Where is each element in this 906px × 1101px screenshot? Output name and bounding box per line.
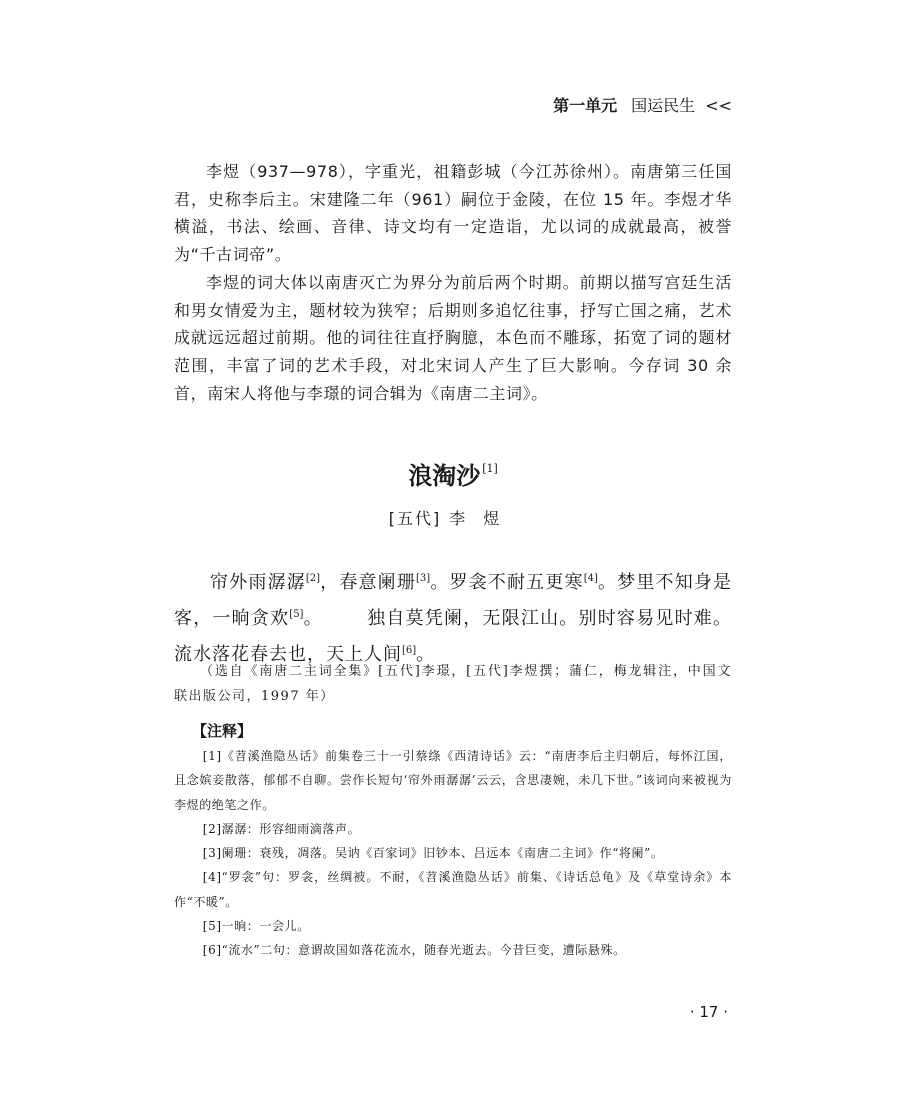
footnote-ref: [2] [305, 573, 321, 584]
poem-title [0, 456, 906, 491]
unit-theme: 国运民生 [631, 96, 696, 115]
poem-title-text: 浪淘沙 [408, 461, 481, 490]
notes-heading: 【注释】 [192, 722, 253, 740]
poem-author [0, 506, 906, 529]
footnote-ref: [6] [402, 645, 417, 656]
poem-body [174, 563, 732, 671]
notes-list [174, 744, 732, 963]
poem-segment: 。梦里不知身是客，一晌贪欢 [174, 572, 733, 629]
note-item: [3]阑珊：衰残，凋落。吴讷《百家词》旧钞本、吕远本《南唐二主词》作“将阑”。 [202, 846, 664, 861]
author-name: 李煜 [449, 509, 518, 528]
footnote-ref: [4] [583, 573, 598, 584]
page-number: · 17 · [689, 1003, 728, 1021]
poem-segment: 。罗衾不耐五更寒 [430, 572, 584, 593]
note-item: [2]潺潺：形容细雨滴落声。 [202, 821, 361, 836]
footnote-ref: [3] [416, 573, 431, 584]
note-item: [1]《苕溪渔隐丛话》前集卷三十一引蔡绦《西清诗话》云：“南唐李后主归朝后，每怀江国，且念嫔妾散落，郁郁不自聊。尝作长短句‘帘外雨潺潺’云云，含思凄婉，未几下世。”该词向来被视为李煜的绝笔之作。 [174, 749, 732, 812]
poem-segment: 。 [303, 608, 323, 629]
unit-label: 第一单元 [553, 96, 618, 115]
header-arrow: << [705, 96, 732, 115]
footnote-ref: [5] [289, 609, 304, 620]
author-introduction [174, 158, 732, 407]
footnote-ref: [1] [482, 462, 498, 475]
source-citation [174, 659, 732, 709]
poem-segment: 帘外雨潺潺 [210, 572, 306, 593]
note-item: [4]“罗衾”句：罗衾，丝绸被。不耐，《苕溪渔隐丛话》前集、《诗话总龟》及《草堂诗余》本作“不暖”。 [174, 870, 732, 909]
intro-paragraph: 李煜（937—978），字重光，祖籍彭城（今江苏徐州）。南唐第三任国君，史称李后主。宋建隆二年（961）嗣位于金陵，在位 15 年。李煜才华横溢，书法、绘画、音律、诗文均有一定造诣，尤以词的成就最高，被誉为“千古词帝”。 [174, 162, 732, 265]
note-item: [6]“流水”二句：意谓故国如落花流水，随春光逝去。今昔巨变，遭际悬殊。 [202, 943, 626, 958]
intro-paragraph: 李煜的词大体以南唐灭亡为界分为前后两个时期。前期以描写宫廷生活和男女情爱为主，题材较为狭窄；后期则多追忆往事，抒写亡国之痛，艺术成就远远超过前期。他的词往往直抒胸臆，本色而不雕琢，拓宽了词的题材范围，丰富了词的艺术手段，对北宋词人产生了巨大影响。今存词 30 余首，南宋人将他与李璟的词合辑为《南唐二主词》。 [174, 272, 732, 403]
running-header [553, 93, 732, 116]
dynasty-label: [五代] [388, 509, 442, 528]
poem-segment: 。 [416, 644, 436, 665]
poem-segment: ，春意阑珊 [320, 572, 417, 593]
note-item: [5]一晌：一会儿。 [202, 919, 310, 934]
source-text: （选自《南唐二主词全集》[五代]李璟，[五代]李煜撰；蒲仁，梅龙辑注，中国文联出版公司，1997 年） [174, 664, 732, 704]
poem-segment: 独自莫凭阑，无限江山。别时容易见时难。流水落花春去也，天上人间 [174, 608, 733, 665]
poem-text [174, 563, 732, 671]
